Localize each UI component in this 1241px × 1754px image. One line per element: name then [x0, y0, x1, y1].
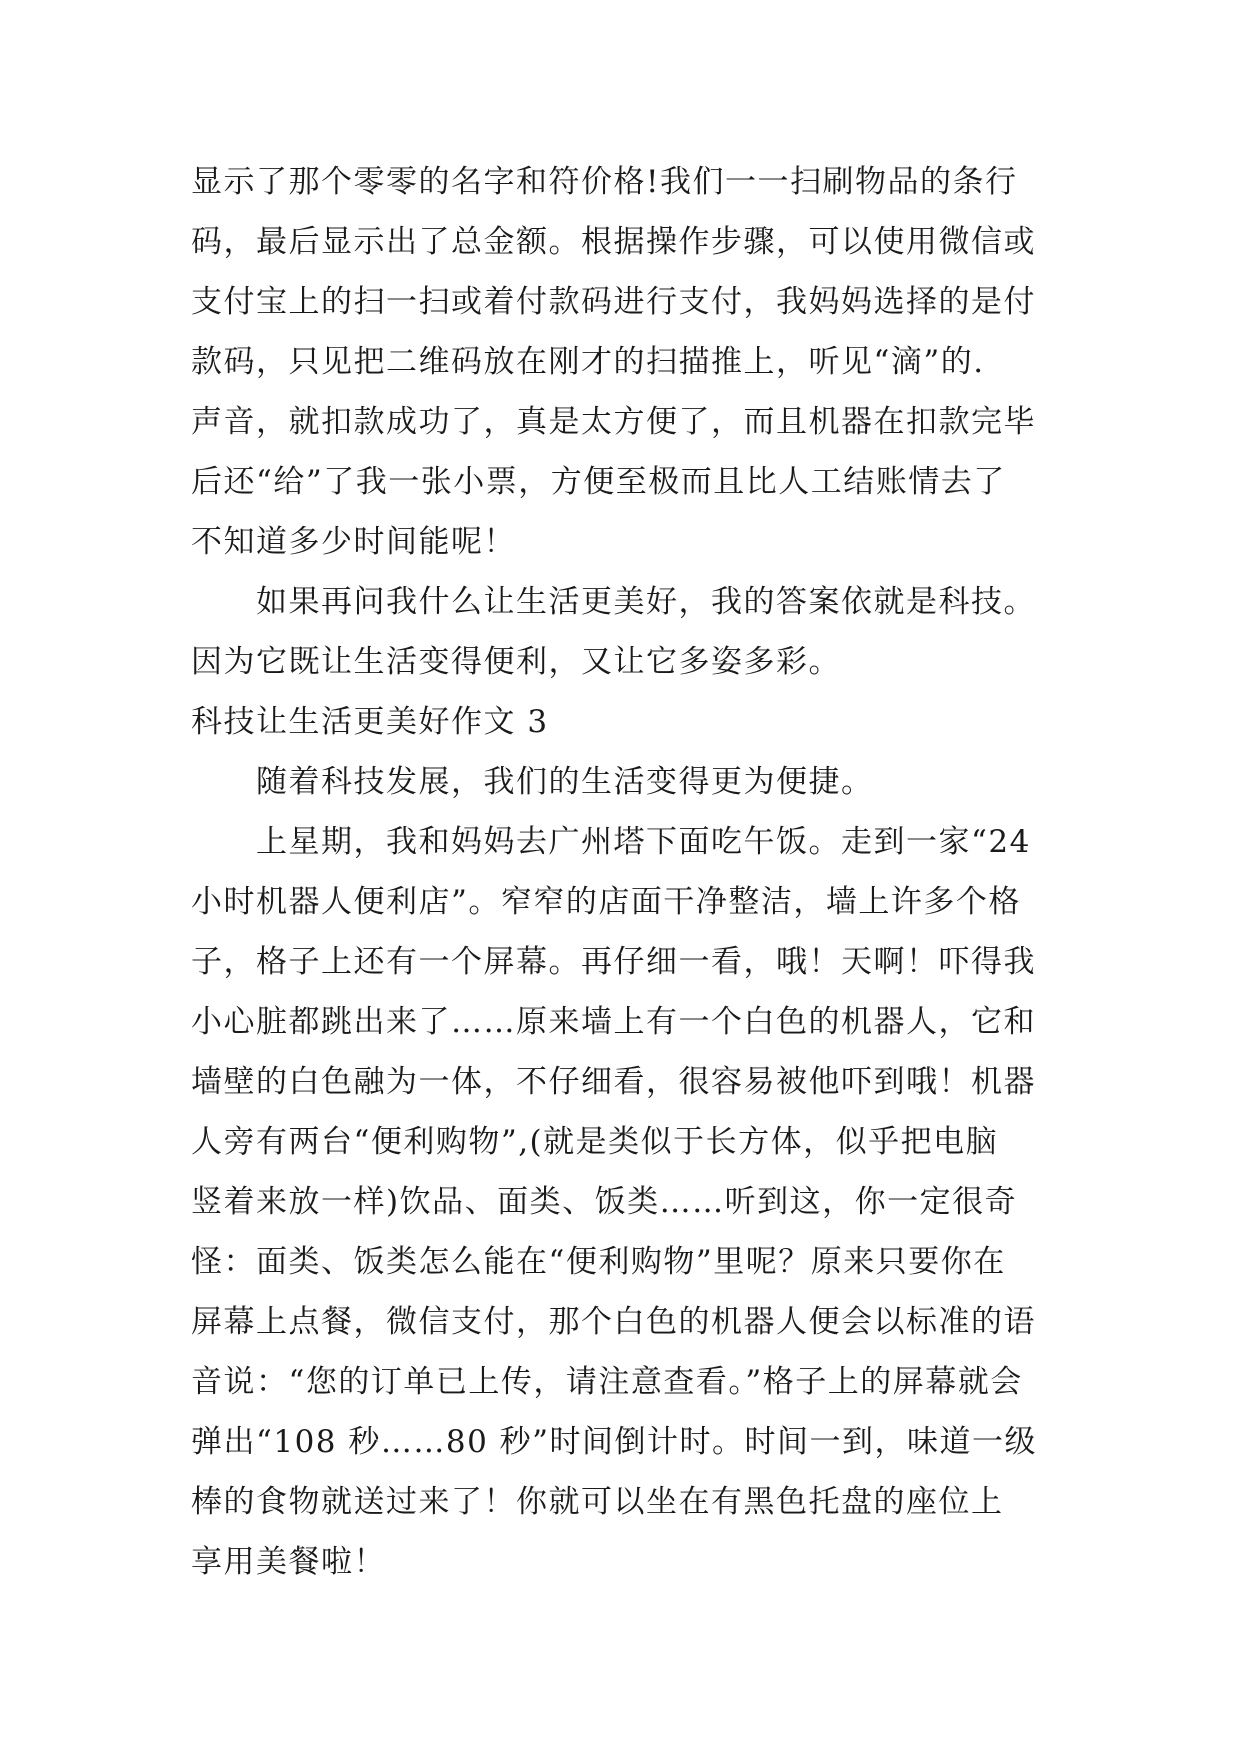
text-line: 如果再问我什么让生活更美好，我的答案依就是科技。: [256, 584, 1036, 620]
text-line: 享用美餐啦！: [191, 1544, 386, 1580]
text-line: 小心脏都跳出来了……原来墙上有一个白色的机器人，它和: [191, 1004, 1036, 1040]
text-line: 款码，只见把二维码放在刚才的扫描推上，听见“滴”的.: [191, 344, 985, 380]
text-line: 上星期，我和妈妈去广州塔下面吃午饭。走到一家“24: [256, 824, 1031, 860]
text-line: 小时机器人便利店”。窄窄的店面干净整洁，墙上许多个格: [191, 884, 1021, 920]
text-line: 音说：“您的订单已上传，请注意查看。”格子上的屏幕就会: [191, 1364, 1023, 1400]
text-line: 不知道多少时间能呢！: [191, 524, 516, 560]
section-heading: 科技让生活更美好作文 3: [191, 704, 549, 740]
text-line: 竖着来放一样)饮品、面类、饭类……听到这，你一定很奇: [191, 1184, 1018, 1220]
text-line: 屏幕上点餐，微信支付，那个白色的机器人便会以标准的语: [191, 1304, 1036, 1340]
text-line: 墙壁的白色融为一体，不仔细看，很容易被他吓到哦！机器: [191, 1064, 1036, 1100]
text-line: 人旁有两台“便利购物”,(就是类似于长方体，似乎把电脑: [191, 1124, 999, 1160]
text-line: 怪：面类、饭类怎么能在“便利购物”里呢？原来只要你在: [191, 1244, 1006, 1280]
text-line: 显示了那个零零的名字和符价格!我们一一扫刷物品的条行: [191, 164, 1018, 200]
text-line: 弹出“108 秒……80 秒”时间倒计时。时间一到，味道一级: [191, 1424, 1038, 1460]
text-line: 支付宝上的扫一扫或着付款码进行支付，我妈妈选择的是付: [191, 284, 1036, 320]
text-line: 棒的食物就送过来了！你就可以坐在有黑色托盘的座位上: [191, 1484, 1004, 1520]
text-line: 随着科技发展，我们的生活变得更为便捷。: [256, 764, 874, 800]
text-line: 子，格子上还有一个屏幕。再仔细一看，哦！天啊！吓得我: [191, 944, 1036, 980]
text-line: 因为它既让生活变得便利，又让它多姿多彩。: [191, 644, 841, 680]
text-line: 声音，就扣款成功了，真是太方便了，而且机器在扣款完毕: [191, 404, 1036, 440]
text-line: 码，最后显示出了总金额。根据操作步骤，可以使用微信或: [191, 224, 1036, 260]
text-line: 后还“给”了我一张小票，方便至极而且比人工结账情去了: [191, 464, 1006, 500]
